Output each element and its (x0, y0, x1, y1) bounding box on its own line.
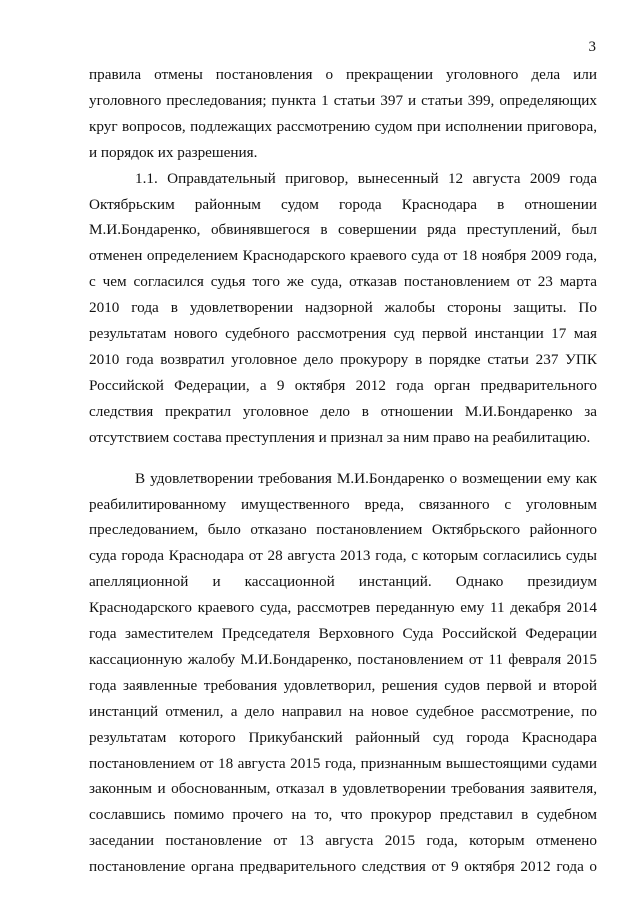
text-line: постановление органа предварительного следствия от 9 октября 2012 года о (89, 858, 597, 876)
text-line: сославшись помимо прочего на то, что прокурор представил в судебном (89, 806, 597, 824)
text-line: и порядок их разрешения. (89, 143, 258, 161)
text-line: законным и обоснованным, отказал в удовлетворении требования заявителя, (89, 780, 597, 798)
text-line: Краснодарского краевого суда, рассмотрев переданную ему 11 декабря 2014 (89, 599, 597, 617)
text-line: инстанций отменил, а дело направил на новое судебное рассмотрение, по (89, 702, 597, 720)
page-number: 3 (588, 39, 596, 55)
text-line: результатам которого Прикубанский районный суд города Краснодара (89, 728, 597, 746)
text-line: следствия прекратил уголовное дело в отношении М.И.Бондаренко за (89, 402, 597, 420)
text-line: с чем согласился судья того же суда, отказав постановлением от 23 марта (89, 273, 597, 291)
text-line: В удовлетворении требования М.И.Бондаренко о возмещении ему как (135, 469, 597, 487)
text-line: отсутствием состава преступления и признал за ним право на реабилитацию. (89, 428, 591, 446)
text-line: 2010 года в удовлетворении надзорной жалобы стороны защиты. По (89, 299, 597, 317)
text-line: апелляционной и кассационной инстанций. Однако президиум (89, 573, 597, 591)
text-line: постановлением от 18 августа 2015 года, признанным вышестоящими судами (89, 754, 597, 772)
text-line: 2010 года возвратил уголовное дело прокурору в порядке статьи 237 УПК (89, 350, 597, 368)
text-line: года заявленные требования удовлетворил, решения судов первой и второй (89, 676, 597, 694)
text-line: результатам нового судебного рассмотрения суд первой инстанции 17 мая (89, 325, 597, 343)
text-line: круг вопросов, подлежащих рассмотрению судом при исполнении приговора, (89, 117, 597, 135)
text-line: кассационную жалобу М.И.Бондаренко, постановлением от 11 февраля 2015 (89, 650, 597, 668)
text-line: М.И.Бондаренко, обвинявшегося в совершении ряда преступлений, был (89, 221, 597, 239)
text-line: уголовного преследования; пункта 1 статьи 397 и статьи 399, определяющих (89, 91, 597, 109)
text-line: отменен определением Краснодарского краевого суда от 18 ноября 2009 года, (89, 247, 597, 265)
text-line: реабилитированному имущественного вреда, связанного с уголовным (89, 495, 597, 513)
text-line: года заместителем Председателя Верховного Суда Российской Федерации (89, 625, 597, 643)
text-line: заседании постановление от 13 августа 2015 года, которым отменено (89, 832, 597, 850)
text-line: преследованием, было отказано постановлением Октябрьского районного (89, 521, 597, 539)
text-line: Октябрьским районным судом города Краснодара в отношении (89, 195, 597, 213)
text-line: Российской Федерации, а 9 октября 2012 года орган предварительного (89, 376, 597, 394)
text-line: суда города Краснодара от 28 августа 2013 года, с которым согласились суды (89, 547, 597, 565)
text-line: 1.1. Оправдательный приговор, вынесенный 12 августа 2009 года (135, 169, 597, 187)
text-line: правила отмены постановления о прекращении уголовного дела или (89, 66, 597, 83)
document-body (89, 62, 597, 880)
